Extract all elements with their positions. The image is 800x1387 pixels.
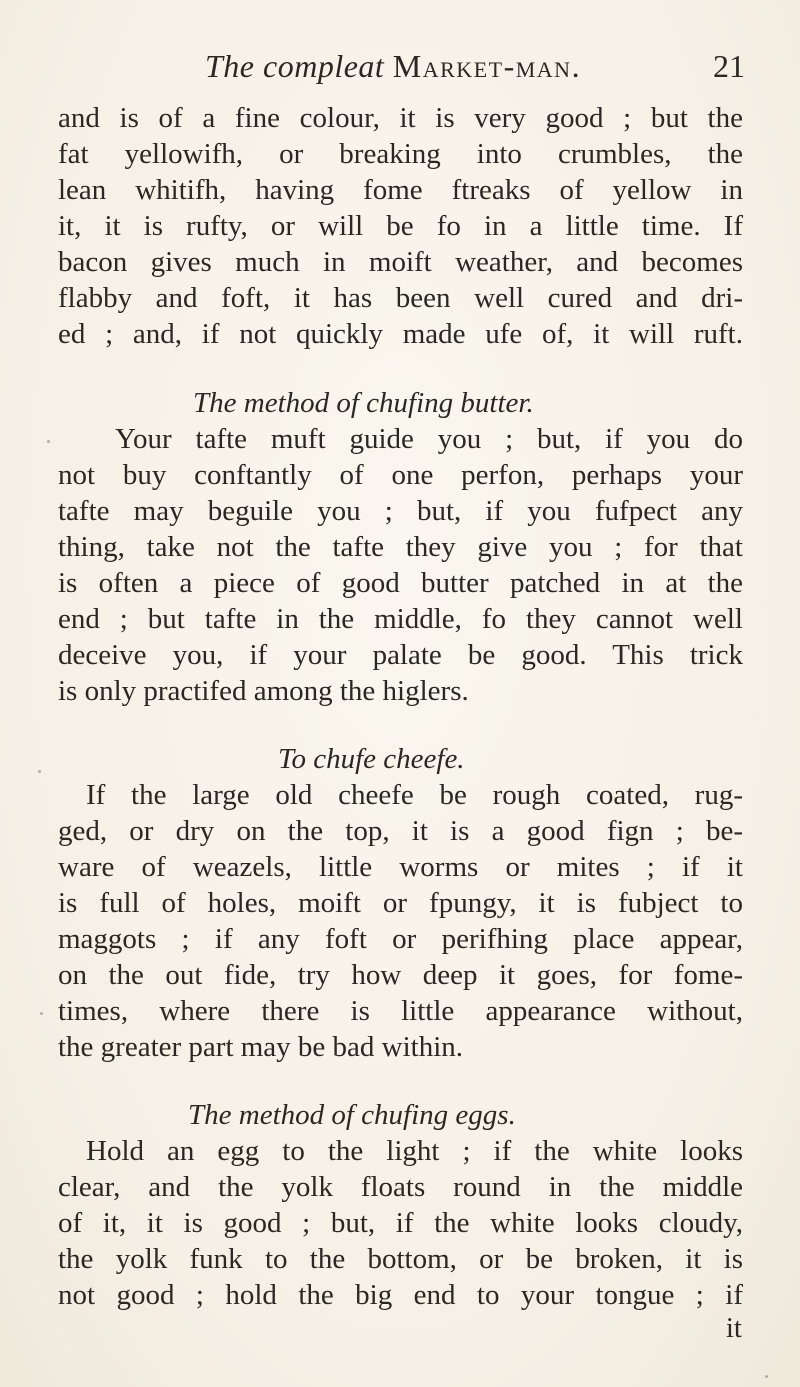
text-line: and is of a fine colour, it is very good ; but the: [58, 102, 743, 134]
paper-speck: [40, 1012, 43, 1015]
text-line: the yolk funk to the bottom, or be broken, it is: [58, 1243, 743, 1275]
text-line: lean whitifh, having fome ftreaks of yellow in: [58, 174, 743, 206]
text-line: tafte may beguile you ; but, if you fufpect any: [58, 495, 743, 527]
text-line: ged, or dry on the top, it is a good fign ; be-: [58, 815, 743, 847]
text-line: the greater part may be bad within.: [58, 1031, 464, 1063]
text-line: bacon gives much in moift weather, and becomes: [58, 246, 743, 278]
running-title-caps: Market-man.: [392, 48, 582, 84]
section-heading-butter: The method of chufing butter.: [193, 387, 534, 419]
catchword: it: [725, 1312, 742, 1344]
text-line: not good ; hold the big end to your tongue ; if: [58, 1279, 743, 1311]
paper-speck: [38, 770, 41, 773]
text-line: maggots ; if any foft or perifhing place appear,: [58, 923, 743, 955]
text-line: of it, it is good ; but, if the white looks cloudy,: [58, 1207, 743, 1239]
text-line: times, where there is little appearance without,: [58, 995, 743, 1027]
text-line: is full of holes, moift or fpungy, it is fubject to: [58, 887, 743, 919]
text-line: Your tafte muft guide you ; but, if you do: [115, 423, 743, 455]
running-title-italic: The compleat: [205, 48, 385, 84]
text-line: thing, take not the tafte they give you ; for that: [58, 531, 743, 563]
text-line: flabby and foft, it has been well cured and dri-: [58, 282, 743, 314]
text-line: on the out fide, try how deep it goes, for fome-: [58, 959, 743, 991]
text-line: end ; but tafte in the middle, fo they cannot well: [58, 603, 743, 635]
text-line: ware of weazels, little worms or mites ; if it: [58, 851, 743, 883]
text-line: is often a piece of good butter patched in at the: [58, 567, 743, 599]
paper-speck: [47, 440, 50, 443]
text-line: clear, and the yolk floats round in the middle: [58, 1171, 743, 1203]
page-number: 21: [713, 48, 745, 84]
text-line: Hold an egg to the light ; if the white looks: [86, 1135, 743, 1167]
text-line: is only practifed among the higlers.: [58, 675, 469, 707]
section-heading-cheese: To chufe cheefe.: [278, 743, 465, 775]
text-line: not buy conftantly of one perfon, perhaps your: [58, 459, 743, 491]
text-line: it, it is rufty, or will be fo in a little time. If: [58, 210, 743, 242]
text-line: ed ; and, if not quickly made ufe of, it will ruft.: [58, 318, 743, 350]
text-line: deceive you, if your palate be good. This trick: [58, 639, 743, 671]
section-heading-eggs: The method of chufing eggs.: [188, 1099, 516, 1131]
text-line: If the large old cheefe be rough coated, rug-: [86, 779, 743, 811]
paper-speck: [765, 1375, 768, 1378]
text-line: fat yellowifh, or breaking into crumbles, the: [58, 138, 743, 170]
